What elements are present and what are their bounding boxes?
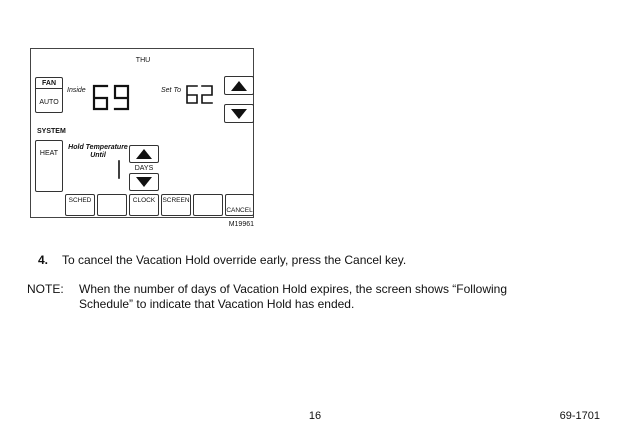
softkey-cancel[interactable]: [225, 194, 254, 216]
temp-up-button[interactable]: [224, 76, 254, 95]
step-number: 4.: [38, 253, 49, 267]
note-label: NOTE:: [27, 282, 64, 296]
days-down-button[interactable]: [129, 173, 159, 191]
softkey-clock-label: CLOCK: [132, 197, 156, 204]
softkey-blank-1[interactable]: [97, 194, 127, 216]
hold-label-line2: Until: [90, 152, 106, 159]
fan-mode: AUTO: [39, 99, 59, 106]
triangle-up-icon: [231, 81, 247, 91]
hold-label: [63, 144, 133, 160]
softkey-clock[interactable]: [129, 194, 159, 216]
hold-days-display: [113, 159, 123, 181]
hold-label-line1: Hold Temperature: [68, 144, 128, 151]
softkey-sched[interactable]: [65, 194, 95, 216]
system-mode: HEAT: [39, 150, 59, 157]
softkey-cancel-label: CANCEL: [226, 207, 253, 214]
triangle-down-icon: [136, 177, 152, 187]
triangle-down-icon: [231, 109, 247, 119]
system-label: SYSTEM: [37, 128, 66, 135]
inside-label: Inside: [67, 87, 86, 94]
thermostat-screen: [30, 48, 254, 218]
softkey-screen[interactable]: [161, 194, 191, 216]
fan-button[interactable]: [35, 77, 63, 113]
figure-id: M19961: [228, 221, 254, 228]
day-label: THU: [135, 57, 151, 64]
doc-number: 69-1701: [559, 410, 600, 422]
set-temp-display: [184, 84, 216, 106]
set-to-label: Set To: [161, 87, 181, 94]
softkey-sched-label: SCHED: [68, 197, 92, 204]
inside-temp-display: [89, 83, 133, 113]
softkey-screen-label: SCREEN: [162, 197, 190, 204]
softkey-blank-2[interactable]: [193, 194, 223, 216]
temp-down-button[interactable]: [224, 104, 254, 123]
softkey-blank-2-label: [194, 195, 222, 197]
days-label: DAYS: [134, 165, 154, 172]
system-button[interactable]: [35, 140, 63, 192]
days-up-button[interactable]: [129, 145, 159, 163]
triangle-up-icon: [136, 149, 152, 159]
softkey-blank-1-label: [98, 195, 126, 197]
note-line-1: When the number of days of Vacation Hold expires, the screen shows “Following: [79, 282, 507, 296]
note-line-2: Schedule” to indicate that Vacation Hold has ended.: [79, 297, 355, 311]
page-number: 16: [308, 410, 322, 422]
step-text: To cancel the Vacation Hold override early, press the Cancel key.: [62, 253, 407, 267]
fan-label: FAN: [36, 80, 62, 89]
